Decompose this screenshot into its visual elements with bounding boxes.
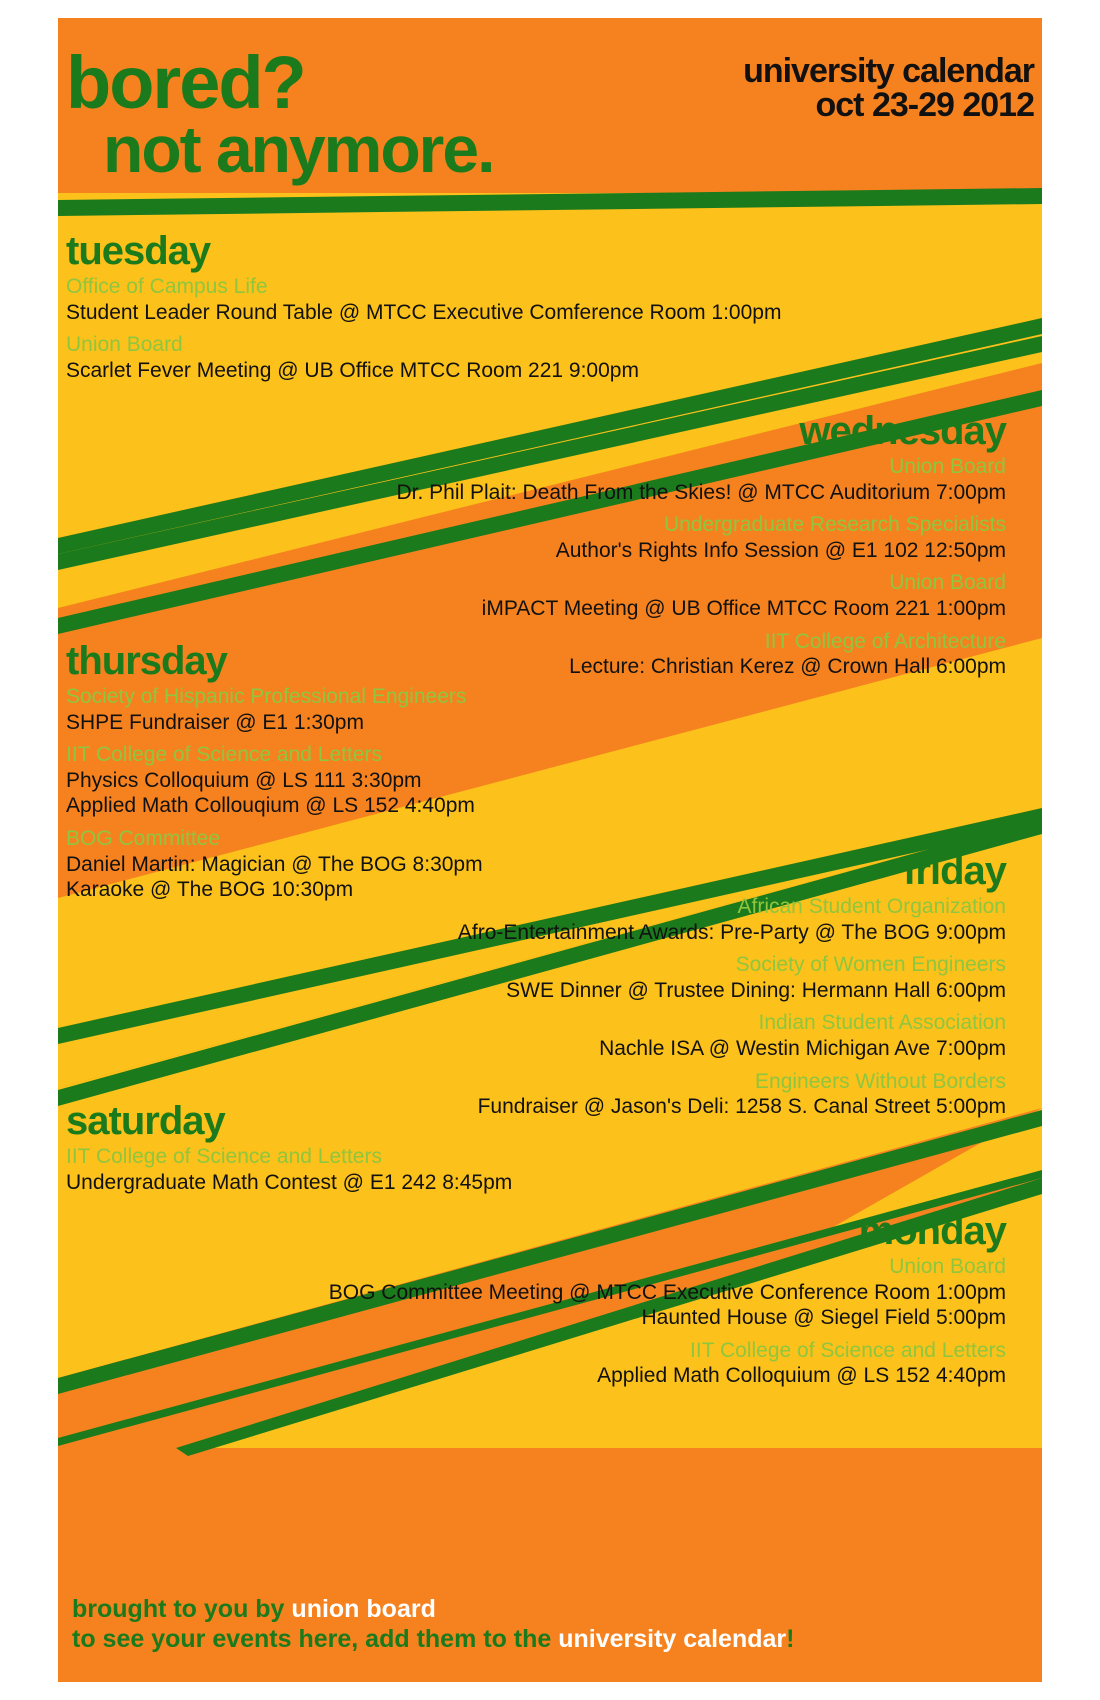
event-group bbox=[94, 454, 1006, 505]
event-org: Union Board bbox=[889, 571, 1006, 595]
day-title: friday bbox=[903, 849, 1006, 893]
event-org: BOG Committee bbox=[66, 827, 221, 851]
event-item: Haunted House @ Siegel Field 5:00pm bbox=[641, 1306, 1006, 1330]
event-item: SHPE Fundraiser @ E1 1:30pm bbox=[66, 710, 364, 734]
event-item: Undergraduate Math Contest @ E1 242 8:45pm bbox=[66, 1170, 513, 1194]
event-item: Physics Colloquium @ LS 111 3:30pm bbox=[66, 768, 422, 792]
event-item: Scarlet Fever Meeting @ UB Office MTCC Room 221 9:00pm bbox=[66, 358, 639, 382]
day-title: thursday bbox=[66, 639, 227, 683]
day-block-saturday bbox=[66, 1100, 1006, 1202]
day-title: wednesday bbox=[799, 409, 1006, 453]
footer-cta-prefix: to see your events here, add them to the bbox=[72, 1624, 559, 1653]
page-title-primary: bored? bbox=[66, 41, 305, 124]
event-item: Applied Math Collouqium @ LS 152 4:40pm bbox=[66, 794, 475, 818]
event-org: Society of Women Engineers bbox=[735, 953, 1006, 977]
event-item: Lecture: Christian Kerez @ Crown Hall 6:00pm bbox=[569, 655, 1006, 679]
event-org: Union Board bbox=[889, 1255, 1006, 1278]
event-item: Author's Rights Info Session @ E1 102 12:50pm bbox=[555, 538, 1006, 562]
calendar-label: university calendar bbox=[743, 52, 1034, 90]
event-group bbox=[94, 952, 1006, 1003]
event-item: Applied Math Colloquium @ LS 152 4:40pm bbox=[597, 1364, 1006, 1388]
event-org: Office of Campus Life bbox=[66, 275, 268, 298]
event-org: Union Board bbox=[889, 455, 1006, 478]
event-org: Society of Hispanic Professional Engineers bbox=[66, 685, 467, 708]
calendar-dates: oct 23-29 2012 bbox=[815, 86, 1034, 124]
content-layer bbox=[58, 18, 1042, 1682]
event-org: IIT College of Science and Letters bbox=[66, 743, 382, 767]
day-title: saturday bbox=[66, 1099, 225, 1143]
event-group bbox=[94, 1010, 1006, 1061]
event-item: Nachle ISA @ Westin Michigan Ave 7:00pm bbox=[599, 1037, 1006, 1061]
event-org: IIT College of Science and Letters bbox=[690, 1338, 1006, 1362]
footer-line-1 bbox=[72, 1595, 1022, 1625]
footer bbox=[72, 1595, 1022, 1654]
poster-artwork bbox=[58, 18, 1042, 1682]
event-item: SWE Dinner @ Trustee Dining: Hermann Hall 6:00pm bbox=[506, 978, 1006, 1002]
event-group bbox=[66, 332, 1006, 383]
event-item: Daniel Martin: Magician @ The BOG 8:30pm bbox=[66, 852, 483, 876]
footer-cta-suffix: ! bbox=[786, 1624, 795, 1653]
event-group bbox=[94, 1338, 1006, 1389]
footer-credit-prefix: brought to you by bbox=[72, 1595, 292, 1623]
day-title: tuesday bbox=[66, 229, 211, 273]
event-group bbox=[66, 1144, 1006, 1195]
event-item: BOG Committee Meeting @ MTCC Executive Conference Room 1:00pm bbox=[328, 1280, 1006, 1304]
event-group bbox=[94, 894, 1006, 945]
event-org: IIT College of Science and Letters bbox=[66, 1145, 382, 1168]
event-group bbox=[94, 1254, 1006, 1331]
event-item: Dr. Phil Plait: Death From the Skies! @ MTCC Auditorium 7:00pm bbox=[396, 480, 1006, 504]
event-item: Student Leader Round Table @ MTCC Executive Comference Room 1:00pm bbox=[66, 300, 782, 324]
event-org: Indian Student Association bbox=[758, 1011, 1006, 1035]
event-item: Afro-Entertainment Awards: Pre-Party @ The BOG 9:00pm bbox=[457, 920, 1006, 944]
footer-credit-org: union board bbox=[291, 1595, 436, 1623]
event-org: African Student Organization bbox=[737, 895, 1006, 918]
event-group bbox=[66, 684, 1006, 735]
event-group bbox=[94, 570, 1006, 621]
event-org: Engineers Without Borders bbox=[755, 1069, 1006, 1093]
day-block-friday bbox=[94, 850, 1006, 1127]
day-block-tuesday bbox=[66, 230, 1006, 390]
event-org: IIT College of Architecture bbox=[764, 629, 1006, 653]
event-org: Undergraduate Research Specialists bbox=[663, 513, 1006, 537]
event-group bbox=[66, 742, 1006, 819]
event-group bbox=[94, 512, 1006, 563]
day-block-monday bbox=[94, 1210, 1006, 1396]
footer-line-2 bbox=[72, 1625, 1022, 1655]
footer-cta-target: university calendar bbox=[558, 1624, 787, 1653]
event-item: Fundraiser @ Jason's Deli: 1258 S. Canal Street 5:00pm bbox=[477, 1095, 1006, 1119]
event-item: Karaoke @ The BOG 10:30pm bbox=[66, 878, 354, 902]
event-org: Union Board bbox=[66, 333, 183, 357]
calendar-date-range bbox=[743, 54, 1034, 122]
event-item: iMPACT Meeting @ UB Office MTCC Room 221 1:00pm bbox=[481, 597, 1006, 621]
event-group bbox=[66, 274, 1006, 325]
day-title: monday bbox=[858, 1209, 1006, 1253]
page-title-secondary: not anymore. bbox=[103, 112, 494, 186]
